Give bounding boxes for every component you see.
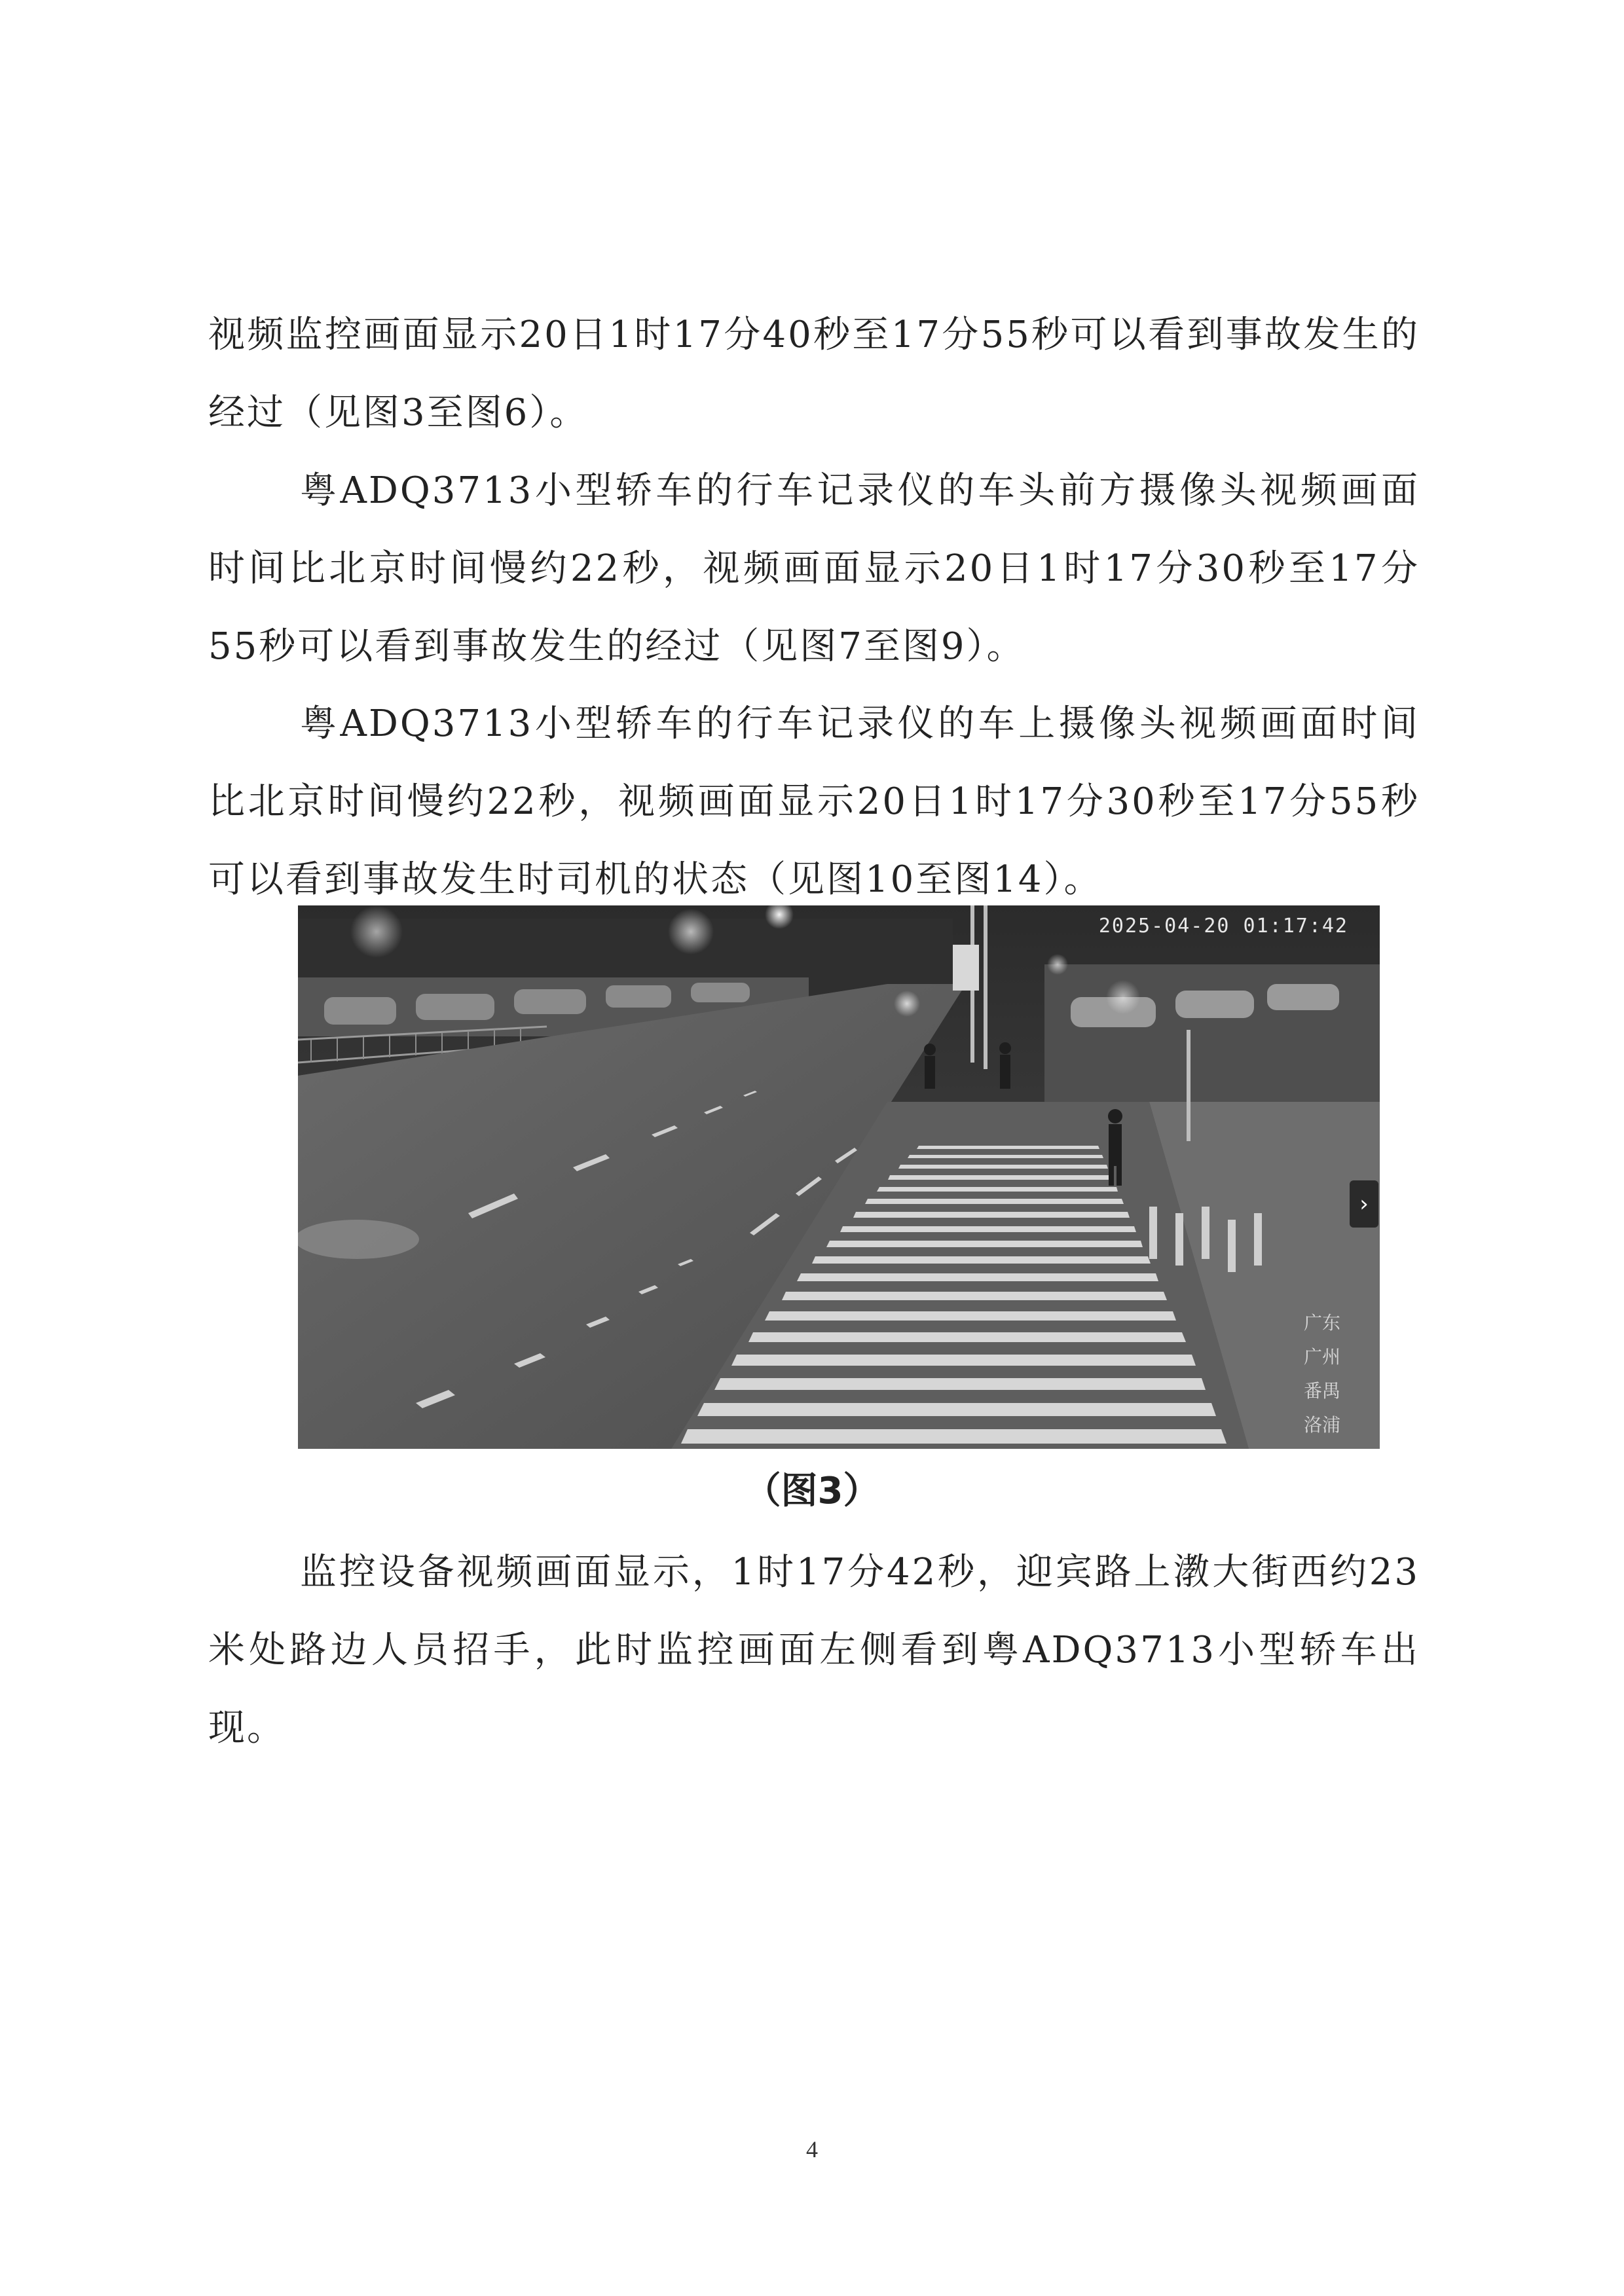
chevron-right-icon[interactable]: › xyxy=(1350,1180,1378,1228)
camera-timestamp-overlay: 2025-04-20 01:17:42 xyxy=(1098,915,1348,938)
figure-caption: （图3） xyxy=(744,1470,880,1512)
paragraph-front-camera: 粤ADQ3713小型轿车的行车记录仪的车头前方摄像头视频画面时间比北京时间慢约22秒，视频画面显示20日1时17分30秒至17分55秒可以看到事故发生的经过（见图7至图9）。 xyxy=(208,469,1420,668)
location-line: 广州 xyxy=(1303,1346,1340,1368)
location-line: 广东 xyxy=(1303,1312,1340,1334)
paragraph-cctv-summary: 视频监控画面显示20日1时17分40秒至17分55秒可以看到事故发生的经过（见图3至图6）。 xyxy=(208,314,1420,434)
paragraph-cctv-observation: 监控设备视频画面显示，1时17分42秒，迎宾路上漖大街西约23米处路边人员招手，此时监控画面左侧看到粤ADQ3713小型轿车出现。 xyxy=(208,1551,1420,1749)
location-line: 番禺 xyxy=(1303,1380,1340,1402)
camera-location-overlay xyxy=(1304,1306,1340,1442)
paragraph-cabin-camera: 粤ADQ3713小型轿车的行车记录仪的车上摄像头视频画面时间比北京时间慢约22秒，视频画面显示20日1时17分30秒至17分55秒可以看到事故发生时司机的状态（见图10至图14）。 xyxy=(208,702,1420,901)
figure-cctv-frame xyxy=(298,905,1380,1449)
page-number: 4 xyxy=(806,2136,818,2162)
location-line: 洛浦 xyxy=(1303,1414,1340,1436)
cctv-scene-image xyxy=(298,905,1380,1449)
